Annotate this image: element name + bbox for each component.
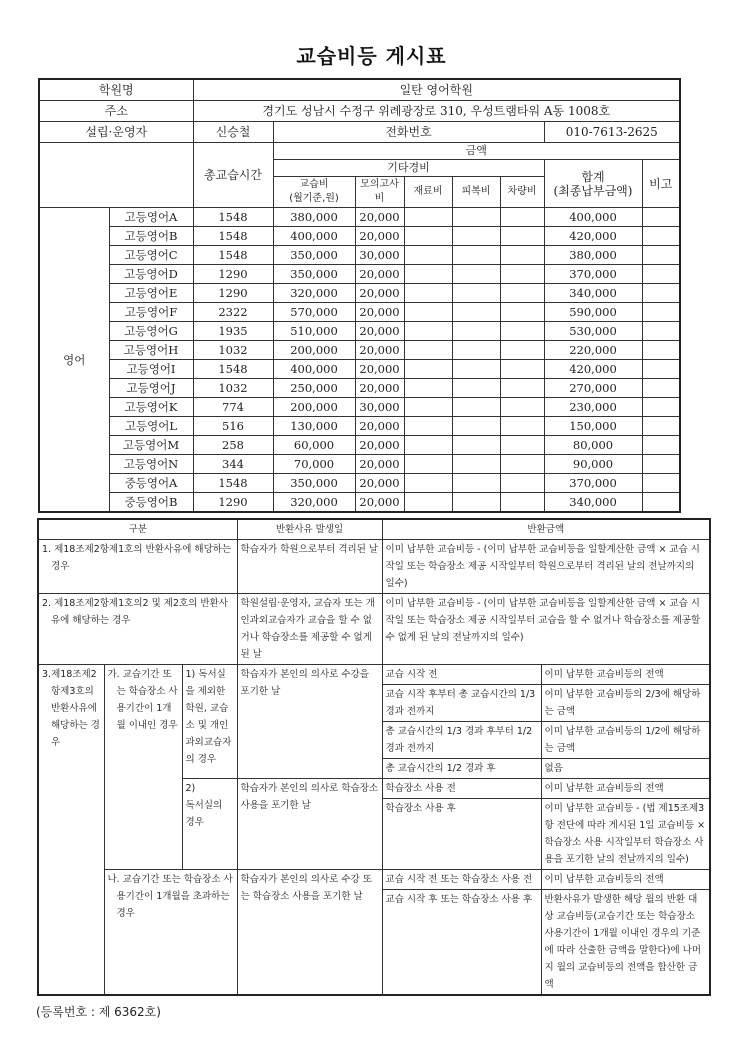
phone-label: 전화번호 <box>273 122 544 143</box>
header-tuition <box>273 177 355 208</box>
fee-cell-tuition: 70,000 <box>273 455 355 474</box>
header-remarks: 비고 <box>642 160 680 208</box>
item1-amount-3: 없음 <box>541 759 710 779</box>
fee-cell-course: 고등영어E <box>109 284 193 303</box>
refund-case1-row <box>38 540 710 594</box>
header-uniform: 피복비 <box>452 177 500 208</box>
case3-item2-occurrence: 학습자가 본인의 의사로 학습장소 사용을 포기한 날 <box>237 779 382 870</box>
fee-cell-vehicle <box>500 398 544 417</box>
fee-cell-vehicle <box>500 436 544 455</box>
fee-cell-tuition: 350,000 <box>273 246 355 265</box>
fee-cell-vehicle <box>500 493 544 513</box>
header-blank <box>39 143 193 208</box>
fee-row <box>39 436 680 455</box>
fee-table <box>38 78 681 513</box>
fee-cell-total: 370,000 <box>544 474 642 493</box>
fee-row <box>39 455 680 474</box>
fee-cell-materials <box>404 208 452 227</box>
fee-cell-hours: 1935 <box>193 322 273 341</box>
fee-cell-uniform <box>452 398 500 417</box>
fee-cell-vehicle <box>500 265 544 284</box>
fee-row <box>39 360 680 379</box>
fee-row <box>39 303 680 322</box>
header-total-line1: 합계 <box>581 169 605 184</box>
fee-cell-tuition: 400,000 <box>273 360 355 379</box>
fee-cell-materials <box>404 341 452 360</box>
fee-cell-tuition: 350,000 <box>273 265 355 284</box>
fee-cell-hours: 258 <box>193 436 273 455</box>
case3-item2-num: 2) <box>185 783 196 794</box>
fee-row <box>39 474 680 493</box>
fee-cell-uniform <box>452 474 500 493</box>
fee-cell-course: 고등영어L <box>109 417 193 436</box>
fee-cell-total: 270,000 <box>544 379 642 398</box>
refund-header-amount: 반환금액 <box>382 519 710 540</box>
fee-cell-vehicle <box>500 341 544 360</box>
fee-cell-uniform <box>452 379 500 398</box>
fee-cell-hours: 1290 <box>193 493 273 513</box>
fee-cell-uniform <box>452 455 500 474</box>
fee-cell-total: 230,000 <box>544 398 642 417</box>
refund-header-row <box>38 519 710 540</box>
header-tuition-line1: 교습비 <box>299 179 329 190</box>
case3-item1-occurrence: 학습자가 본인의 의사로 수강을 포기한 날 <box>237 665 382 779</box>
case1-amount: 이미 납부한 교습비등 - (이미 납부한 교습비등을 일할계산한 금액 × 교습 시작일 또는 학습장소 제공 시작일부터 학원으로부터 격리된 날의 전날까지의 일수) <box>382 540 710 594</box>
fee-cell-course: 중등영어A <box>109 474 193 493</box>
header-materials: 재료비 <box>404 177 452 208</box>
fee-cell-vehicle <box>500 246 544 265</box>
fee-cell-hours: 344 <box>193 455 273 474</box>
fee-cell-remarks <box>642 322 680 341</box>
case3-sub-b-occurrence: 학습자가 본인의 의사로 수강 또는 학습장소 사용을 포기한 날 <box>237 870 382 996</box>
case3-item2-label <box>182 779 237 870</box>
fee-cell-mock: 20,000 <box>355 322 404 341</box>
fee-cell-hours: 1548 <box>193 208 273 227</box>
fee-cell-tuition: 200,000 <box>273 398 355 417</box>
fee-cell-hours: 1032 <box>193 341 273 360</box>
fee-row <box>39 322 680 341</box>
fee-cell-hours: 1290 <box>193 284 273 303</box>
fee-cell-materials <box>404 417 452 436</box>
fee-cell-materials <box>404 303 452 322</box>
fee-cell-vehicle <box>500 474 544 493</box>
fee-cell-materials <box>404 474 452 493</box>
fee-cell-hours: 1548 <box>193 227 273 246</box>
case3-item1-label: 1) 독서실을 제외한 학원, 교습소 및 개인과외교습자의 경우 <box>182 665 237 779</box>
header-vehicle: 차량비 <box>500 177 544 208</box>
fee-cell-remarks <box>642 417 680 436</box>
registration-number: (등록번호 : 제 6362호) <box>36 1005 161 1019</box>
fee-cell-remarks <box>642 398 680 417</box>
fee-cell-total: 90,000 <box>544 455 642 474</box>
fee-cell-total: 530,000 <box>544 322 642 341</box>
fee-cell-uniform <box>452 322 500 341</box>
fee-cell-mock: 20,000 <box>355 265 404 284</box>
fee-cell-course: 고등영어K <box>109 398 193 417</box>
address-value: 경기도 성남시 수정구 위례광장로 310, 우성트램타워 A동 1008호 <box>193 101 680 122</box>
fee-cell-vehicle <box>500 208 544 227</box>
case3-sub-b-row1 <box>38 870 710 890</box>
fee-cell-total: 420,000 <box>544 360 642 379</box>
fee-cell-total: 340,000 <box>544 493 642 513</box>
fee-cell-hours: 1032 <box>193 379 273 398</box>
fee-cell-uniform <box>452 303 500 322</box>
subb-timing-0: 교습 시작 전 또는 학습장소 사용 전 <box>382 870 541 890</box>
fee-cell-remarks <box>642 360 680 379</box>
fee-cell-course: 고등영어N <box>109 455 193 474</box>
fee-cell-materials <box>404 265 452 284</box>
fee-cell-vehicle <box>500 303 544 322</box>
fee-cell-hours: 1290 <box>193 265 273 284</box>
fee-cell-tuition: 400,000 <box>273 227 355 246</box>
fee-row <box>39 246 680 265</box>
fee-cell-course: 고등영어A <box>109 208 193 227</box>
fee-cell-total: 400,000 <box>544 208 642 227</box>
fee-cell-mock: 20,000 <box>355 227 404 246</box>
fee-cell-tuition: 320,000 <box>273 493 355 513</box>
refund-case2-row <box>38 594 710 665</box>
fee-cell-tuition: 60,000 <box>273 436 355 455</box>
fee-cell-vehicle <box>500 455 544 474</box>
case3-sub-b-label: 나. 교습기간 또는 학습장소 사용기간이 1개월을 초과하는 경우 <box>104 870 237 996</box>
academy-name-label: 학원명 <box>39 79 193 101</box>
item2-amount-1: 이미 납부한 교습비등 - (법 제15조제3항 전단에 따라 게시된 1일 교습비등 × 학습장소 사용 시작일부터 학습장소 사용을 포기한 날의 전날까지의 일수) <box>541 799 710 870</box>
fee-cell-course: 고등영어F <box>109 303 193 322</box>
fee-cell-uniform <box>452 246 500 265</box>
fee-cell-materials <box>404 227 452 246</box>
fee-cell-total: 370,000 <box>544 265 642 284</box>
fee-cell-course: 고등영어B <box>109 227 193 246</box>
header-mock-exam <box>355 177 404 208</box>
fee-cell-hours: 516 <box>193 417 273 436</box>
fee-cell-materials <box>404 379 452 398</box>
case2-amount: 이미 납부한 교습비등 - (이미 납부한 교습비등을 일할계산한 금액 × 교습 시작일 또는 학습장소 제공 시작일부터 교습을 할 수 없거나 학습장소를 제공할 수 없게 된 날의 전날까지의 일수) <box>382 594 710 665</box>
fee-cell-uniform <box>452 265 500 284</box>
fee-cell-uniform <box>452 208 500 227</box>
fee-cell-mock: 20,000 <box>355 341 404 360</box>
fee-cell-hours: 774 <box>193 398 273 417</box>
fee-cell-vehicle <box>500 379 544 398</box>
fee-cell-remarks <box>642 474 680 493</box>
item1-amount-1: 이미 납부한 교습비등의 2/3에 해당하는 금액 <box>541 685 710 722</box>
header-amount: 금액 <box>273 143 680 160</box>
fee-cell-materials <box>404 493 452 513</box>
fee-cell-total: 80,000 <box>544 436 642 455</box>
fee-cell-uniform <box>452 360 500 379</box>
fee-cell-course: 고등영어I <box>109 360 193 379</box>
fee-cell-total: 590,000 <box>544 303 642 322</box>
fee-cell-tuition: 350,000 <box>273 474 355 493</box>
operator-label: 설립·운영자 <box>39 122 193 143</box>
header-mock-line2: 비 <box>374 193 385 204</box>
case3-item1-row1 <box>38 665 710 685</box>
header-mock-line1: 모의고사 <box>360 179 399 190</box>
case2-occurrence: 학원설립·운영자, 교습자 또는 개인과외교습자가 교습을 할 수 없거나 학습장소를 제공할 수 없게 된 날 <box>237 594 382 665</box>
case1-category: 1. 제18조제2항제1호의 반환사유에 해당하는 경우 <box>38 540 237 594</box>
page-title: 교습비등 게시표 <box>296 44 447 68</box>
address-row <box>39 101 680 122</box>
fee-cell-remarks <box>642 303 680 322</box>
header-total-line2: (최종납부금액) <box>553 183 633 198</box>
item1-timing-2: 총 교습시간의 1/3 경과 후부터 1/2 경과 전까지 <box>382 722 541 759</box>
refund-header-category: 구분 <box>38 519 237 540</box>
fee-cell-hours: 1548 <box>193 360 273 379</box>
operator-value: 신승철 <box>193 122 273 143</box>
fee-cell-total: 340,000 <box>544 284 642 303</box>
header-row-amount <box>39 143 680 160</box>
case2-category: 2. 제18조제2항제1호의2 및 제2호의 반환사유에 해당하는 경우 <box>38 594 237 665</box>
fee-cell-uniform <box>452 341 500 360</box>
academy-name-value: 일탄 영어학원 <box>193 79 680 101</box>
fee-cell-uniform <box>452 493 500 513</box>
fee-rows <box>39 208 680 513</box>
fee-cell-total: 150,000 <box>544 417 642 436</box>
fee-cell-total: 380,000 <box>544 246 642 265</box>
fee-cell-remarks <box>642 455 680 474</box>
fee-cell-course: 고등영어M <box>109 436 193 455</box>
item1-timing-0: 교습 시작 전 <box>382 665 541 685</box>
fee-row <box>39 493 680 513</box>
fee-cell-tuition: 570,000 <box>273 303 355 322</box>
fee-cell-tuition: 380,000 <box>273 208 355 227</box>
fee-cell-tuition: 250,000 <box>273 379 355 398</box>
fee-cell-uniform <box>452 436 500 455</box>
fee-row <box>39 227 680 246</box>
fee-cell-remarks <box>642 265 680 284</box>
fee-cell-materials <box>404 398 452 417</box>
fee-cell-tuition: 130,000 <box>273 417 355 436</box>
fee-row <box>39 208 680 227</box>
fee-cell-tuition: 510,000 <box>273 322 355 341</box>
fee-cell-mock: 20,000 <box>355 284 404 303</box>
fee-cell-remarks <box>642 379 680 398</box>
fee-cell-hours: 2322 <box>193 303 273 322</box>
fee-cell-tuition: 200,000 <box>273 341 355 360</box>
refund-header-occurrence: 반환사유 발생일 <box>237 519 382 540</box>
fee-row <box>39 417 680 436</box>
fee-cell-remarks <box>642 284 680 303</box>
header-total-hours: 총교습시간 <box>193 143 273 208</box>
fee-cell-mock: 20,000 <box>355 493 404 513</box>
fee-cell-materials <box>404 360 452 379</box>
case1-occurrence: 학습자가 학원으로부터 격리된 날 <box>237 540 382 594</box>
fee-cell-vehicle <box>500 360 544 379</box>
subject-cell: 영어 <box>39 208 109 513</box>
academy-name-row <box>39 79 680 101</box>
phone-value: 010-7613-2625 <box>544 122 680 143</box>
fee-cell-mock: 20,000 <box>355 417 404 436</box>
item1-timing-1: 교습 시작 후부터 총 교습시간의 1/3 경과 전까지 <box>382 685 541 722</box>
fee-cell-materials <box>404 284 452 303</box>
fee-cell-materials <box>404 436 452 455</box>
subb-amount-1: 반환사유가 발생한 해당 월의 반환 대상 교습비등(교습기간 또는 학습장소 사용기간이 1개월 이내인 경우의 기준에 따라 산출한 금액을 말한다)에 나머지 월의 교습비등의 전액을 합산한 금액 <box>541 890 710 996</box>
fee-cell-mock: 20,000 <box>355 436 404 455</box>
item2-amount-0: 이미 납부한 교습비등의 전액 <box>541 779 710 799</box>
item1-amount-2: 이미 납부한 교습비등의 1/2에 해당하는 금액 <box>541 722 710 759</box>
fee-cell-mock: 20,000 <box>355 360 404 379</box>
header-total <box>544 160 642 208</box>
fee-cell-materials <box>404 322 452 341</box>
header-tuition-line2: (월기준,원) <box>289 193 339 204</box>
fee-row <box>39 284 680 303</box>
fee-cell-remarks <box>642 493 680 513</box>
fee-cell-vehicle <box>500 227 544 246</box>
header-other-costs: 기타경비 <box>273 160 544 177</box>
fee-cell-remarks <box>642 341 680 360</box>
fee-cell-hours: 1548 <box>193 474 273 493</box>
address-label: 주소 <box>39 101 193 122</box>
fee-cell-mock: 20,000 <box>355 208 404 227</box>
item2-timing-0: 학습장소 사용 전 <box>382 779 541 799</box>
case3-item2-text: 독서실의 경우 <box>185 800 223 828</box>
fee-cell-course: 고등영어D <box>109 265 193 284</box>
fee-cell-course: 고등영어C <box>109 246 193 265</box>
case3-sub-a-label: 가. 교습기간 또는 학습장소 사용기간이 1개월 이내인 경우 <box>104 665 182 870</box>
fee-cell-total: 420,000 <box>544 227 642 246</box>
fee-cell-uniform <box>452 417 500 436</box>
fee-cell-remarks <box>642 436 680 455</box>
case3-category: 3.제18조제2항제3호의 반환사유에 해당하는 경우 <box>38 665 104 996</box>
item1-timing-3: 총 교습시간의 1/2 경과 후 <box>382 759 541 779</box>
fee-cell-uniform <box>452 284 500 303</box>
fee-cell-vehicle <box>500 417 544 436</box>
fee-row <box>39 341 680 360</box>
fee-cell-remarks <box>642 227 680 246</box>
fee-cell-hours: 1548 <box>193 246 273 265</box>
fee-cell-vehicle <box>500 284 544 303</box>
fee-cell-vehicle <box>500 322 544 341</box>
fee-cell-course: 중등영어B <box>109 493 193 513</box>
fee-cell-mock: 20,000 <box>355 474 404 493</box>
fee-cell-mock: 20,000 <box>355 303 404 322</box>
operator-row <box>39 122 680 143</box>
fee-cell-course: 고등영어G <box>109 322 193 341</box>
fee-cell-remarks <box>642 246 680 265</box>
fee-cell-materials <box>404 455 452 474</box>
subb-amount-0: 이미 납부한 교습비등의 전액 <box>541 870 710 890</box>
fee-cell-tuition: 320,000 <box>273 284 355 303</box>
fee-cell-mock: 30,000 <box>355 246 404 265</box>
fee-cell-uniform <box>452 227 500 246</box>
subb-timing-1: 교습 시작 후 또는 학습장소 사용 후 <box>382 890 541 996</box>
fee-cell-mock: 30,000 <box>355 398 404 417</box>
fee-cell-course: 고등영어J <box>109 379 193 398</box>
document-body <box>0 78 743 1020</box>
fee-cell-course: 고등영어H <box>109 341 193 360</box>
refund-table <box>37 518 711 996</box>
fee-cell-materials <box>404 246 452 265</box>
fee-row <box>39 265 680 284</box>
fee-row <box>39 379 680 398</box>
item2-timing-1: 학습장소 사용 후 <box>382 799 541 870</box>
item1-amount-0: 이미 납부한 교습비등의 전액 <box>541 665 710 685</box>
fee-cell-mock: 20,000 <box>355 379 404 398</box>
fee-cell-total: 220,000 <box>544 341 642 360</box>
fee-row <box>39 398 680 417</box>
fee-cell-mock: 20,000 <box>355 455 404 474</box>
fee-cell-remarks <box>642 208 680 227</box>
